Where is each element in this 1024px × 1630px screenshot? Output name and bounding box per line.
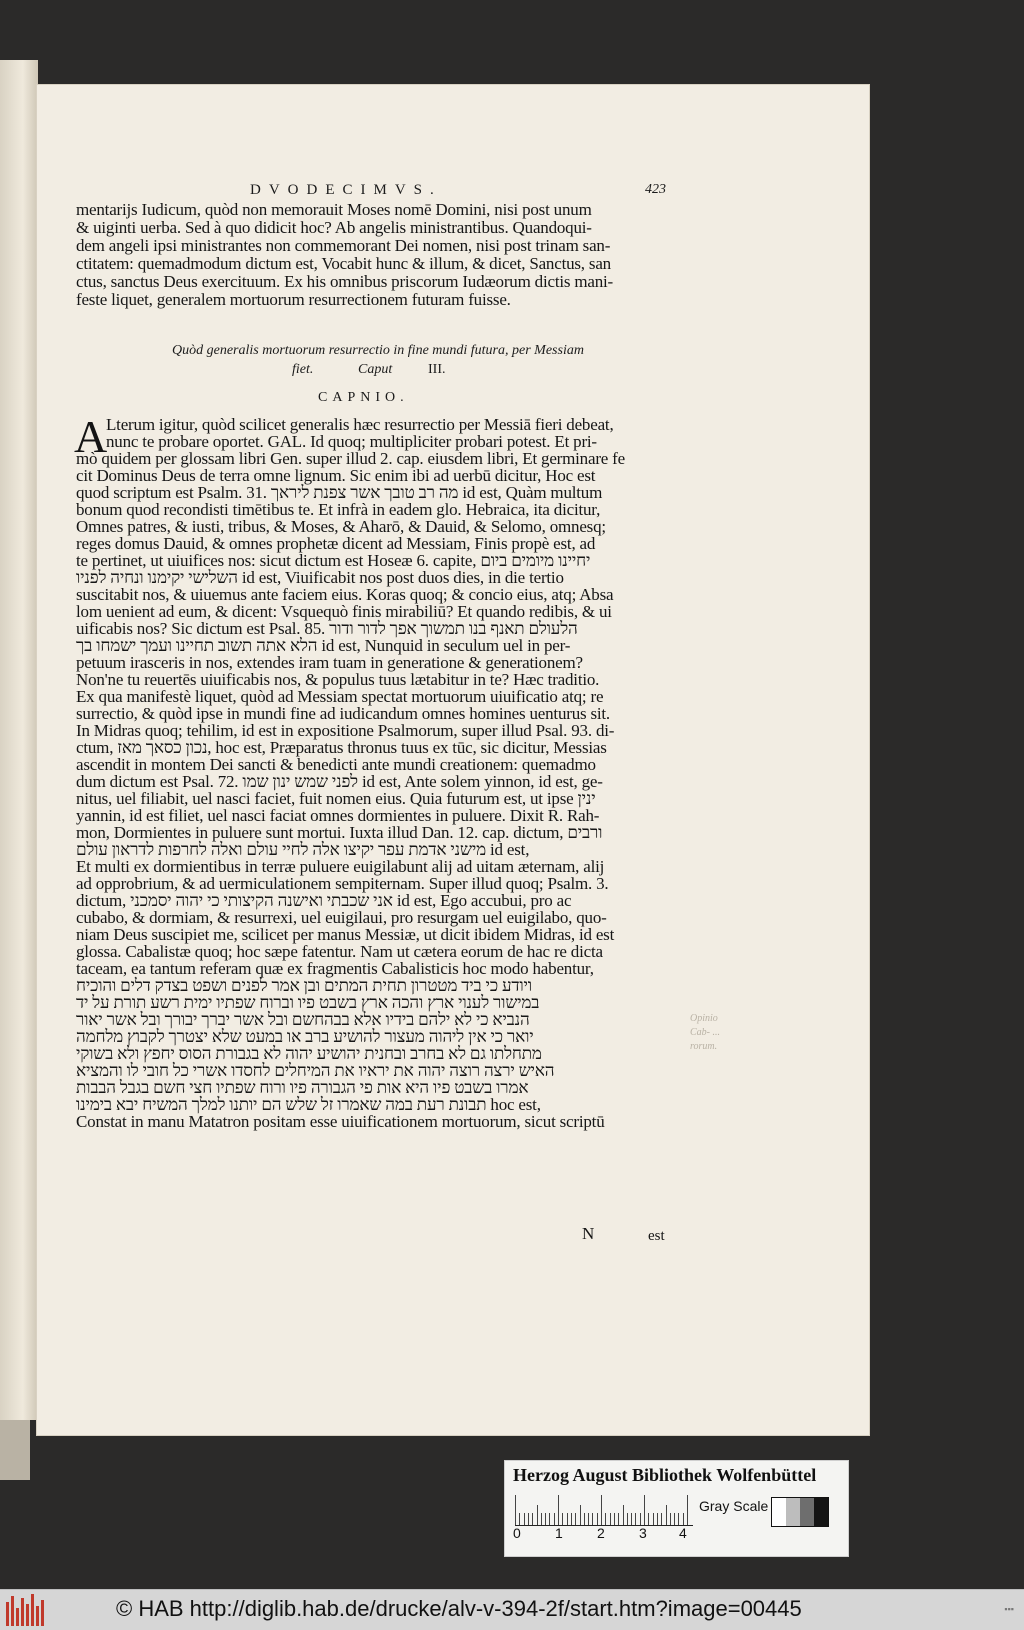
ruler-tick <box>627 1513 628 1525</box>
gray-swatch <box>772 1498 786 1526</box>
body-line: dictum, אני שכבתי ואישנה הקיצותי כי יהוה יסמכני id est, Ego accubui, pro ac <box>76 891 572 910</box>
body-line: petuum irasceris in nos, extendes iram tuam in generatione & generationem? <box>76 653 583 672</box>
margin-note: Opinio Cab- ... rorum. <box>690 1013 720 1052</box>
chapter-caption-fiet: fiet. <box>292 362 314 377</box>
text-line: mentarijs Iudicum, quòd non memorauit Moses nomē Domini, nisi post unum <box>76 200 592 219</box>
body-line: במישור לענוי ארץ והכה ארץ בשבט פיו וברוח שפתיו ימית רשע תורת על יד <box>76 993 540 1012</box>
body-line: ויודע כי ביד מטטרון תחית המתים ובן אמר לפנים ושפט בצדק דלים והוכיח <box>76 976 532 995</box>
body-line: bonum quod recondisti timētibus te. Et infrà in eadem glo. Hebraica, ita dicitur, <box>76 500 601 519</box>
ruler-tick <box>519 1513 520 1525</box>
body-line: יואר כי אין ליהוה מעצור להושיע ברב או במעט שלא יצטרך לקבוץ מלחמה <box>76 1027 534 1046</box>
body-line: quod scriptum est Psalm. 31. מה רב טובך אשר צפנת ליראך id est, Quàm multum <box>76 483 603 502</box>
body-line: uificabis nos? Sic dictum est Psal. 85. הלעולם תאנף בנו תמשוך אפך לדור ודור <box>76 619 578 638</box>
body-line: cubabo, & dormiam, & resurrexi, uel euigilaui, pro resurgam uel euigilabo, quo- <box>76 908 607 927</box>
ruler-tick <box>631 1513 632 1525</box>
logo-bar <box>26 1604 29 1626</box>
ruler-tick <box>515 1495 516 1525</box>
footer-mark-icon: ▪▪▪ <box>1004 1604 1014 1614</box>
ruler-number: 4 <box>679 1525 687 1541</box>
body-line: nitus, uel filiabit, uel nasci faciet, fuit nomen eius. Quia futurum est, ut ipse ינין <box>76 789 596 808</box>
body-line: taceam, ea tantum referam quæ ex fragmentis Cabalisticis hoc modo habentur, <box>76 959 594 978</box>
ruler-tick <box>644 1495 645 1525</box>
ruler-tick <box>657 1513 658 1525</box>
body-line: surrectio, & quòd ipse in mundi fine ad iudicandum omnes homines uenturus sit. <box>76 704 610 723</box>
logo-bar <box>36 1606 39 1626</box>
body-line: ascendit in montem Dei sancti & benedicti ante mundi creationem: quemadmo <box>76 755 596 774</box>
logo-bar <box>31 1594 34 1626</box>
ruler-number: 0 <box>513 1525 521 1541</box>
ruler-tick <box>601 1495 602 1525</box>
ruler-tick <box>610 1513 611 1525</box>
logo-bar <box>16 1608 19 1626</box>
body-line: Lterum igitur, quòd scilicet generalis hæc resurrectio per Messiā fieri debeat, <box>106 415 614 434</box>
body-line: Constat in manu Matatron positam esse uiuificationem mortuorum, sicut scriptū <box>76 1112 605 1131</box>
measurement-ruler <box>515 1495 693 1526</box>
text-line: dem angeli ipsi ministrantes non commemorant Dei nomen, nisi post trinam san- <box>76 236 611 255</box>
text-line: feste liquet, generalem mortuorum resurrectionem futuram fuisse. <box>76 290 511 309</box>
ruler-tick <box>687 1495 688 1525</box>
ruler-tick <box>537 1505 538 1525</box>
body-line: mò quidem per glossam libri Gen. super illud 2. cap. eiusdem libri, Et germinare fe <box>76 449 625 468</box>
ruler-tick <box>541 1513 542 1525</box>
gray-swatch <box>800 1498 814 1526</box>
drop-capital: A <box>74 411 108 462</box>
hab-logo-icon <box>6 1594 46 1626</box>
ruler-tick <box>640 1513 641 1525</box>
footer-bar <box>0 1589 1024 1630</box>
ruler-tick <box>584 1513 585 1525</box>
body-line: האיש ירצה רוצה יהוה את יראיו את המיחלים לחסדו אשרי כל חובי לו והמציא <box>76 1061 555 1080</box>
ruler-tick <box>623 1505 624 1525</box>
gray-scale-label: Gray Scale <box>699 1498 769 1514</box>
text-line: ctitatem: quemadmodum dictum est, Vocabit hunc & illum, & dicet, Sanctus, san <box>76 254 611 273</box>
adjacent-page-edge <box>0 60 38 1420</box>
body-line: Omnes patres, & iusti, tribus, & Moses, & Aharō, & Dauid, & Selomo, omnesq; <box>76 517 606 536</box>
body-line: מתחלתו גם לא בחרב ובחנית יהושיע יהוה לא בגבורת הסוס יחפץ ולא בשוקי <box>76 1044 542 1063</box>
ruler-number: 1 <box>555 1525 563 1541</box>
ruler-tick <box>571 1513 572 1525</box>
ruler-tick <box>661 1513 662 1525</box>
body-line: Et multi ex dormientibus in terræ puluere euigilabunt alij ad uitam æternam, alij <box>76 857 605 876</box>
ruler-number: 3 <box>639 1525 647 1541</box>
ruler-tick <box>614 1513 615 1525</box>
ruler-tick <box>558 1495 559 1525</box>
body-line: ctum, נכון כסאך מאז, hoc est, Præparatus thronus tuus ex tūc, sic dicitur, Messias <box>76 738 607 757</box>
folio-number: 423 <box>645 182 666 197</box>
body-line: te pertinet, ut uiuifices nos: sicut dictum est Hoseæ 6. capite, יחיינו מיומים ביום <box>76 551 591 570</box>
text-line: & uiginti uerba. Sed à quo didicit hoc? Ab angelis ministrantibus. Quandoqui- <box>76 218 592 237</box>
ruler-tick <box>670 1513 671 1525</box>
chapter-caption-caput: Caput <box>358 362 393 377</box>
speaker-heading: CAPNIO. <box>318 390 409 405</box>
body-line: niam Deus suscipiet me, scilicet per manus Messiæ, ut dicit ibidem Midras, id est <box>76 925 615 944</box>
body-line: הלא אתה תשוב תחיינו ועמך ישמחו בך id est, Nunquid in seculum uel in per- <box>76 636 571 655</box>
text-line: ctus, sanctus Deus exercituum. Ex his omnibus priscorum Iudæorum dictis mani- <box>76 272 614 291</box>
ruler-tick <box>588 1513 589 1525</box>
ruler-tick <box>524 1513 525 1525</box>
footer-copyright-url[interactable]: © HAB http://diglib.hab.de/drucke/alv-v-394-2f/start.htm?image=00445 <box>116 1596 802 1621</box>
logo-bar <box>11 1596 14 1626</box>
gray-swatch <box>814 1498 828 1526</box>
ruler-tick <box>666 1505 667 1525</box>
ruler-tick <box>575 1513 576 1525</box>
body-line: glossa. Cabalistæ quoq; hoc sæpe fatentur. Nam ut cætera eorum de hac re dicta <box>76 942 603 961</box>
ruler-tick <box>618 1513 619 1525</box>
ruler-tick <box>683 1513 684 1525</box>
gray-swatch <box>786 1498 800 1526</box>
ruler-tick <box>653 1513 654 1525</box>
body-line: אמרו בשבט פיו היא אות פי הגבורה פיו ורוח שפתיו חצי חשם בגבל הבבות <box>76 1078 529 1097</box>
body-line: nunc te probare oportet. GAL. Id quoq; multipliciter probari potest. Et pri- <box>106 432 597 451</box>
body-line: lom uenient ad eum, & dicent: Vsquequò finis mirabiliū? Et quando redibis, & ui <box>76 602 612 621</box>
ruler-tick <box>580 1505 581 1525</box>
catchword: est <box>648 1228 665 1244</box>
body-line: yannin, id est filiet, uel nasci faciat omnes dormientes in puluere. Dixit R. Rah- <box>76 806 600 825</box>
body-line: ad opprobrium, & ad uermiculationem sempiternam. Super illud quoq; Psalm. 3. <box>76 874 609 893</box>
chapter-caption: Quòd generalis mortuorum resurrectio in fine mundi futura, per Messiam <box>172 343 584 358</box>
logo-bar <box>21 1598 24 1626</box>
ruler-tick <box>648 1513 649 1525</box>
ruler-tick <box>562 1513 563 1525</box>
ruler-tick <box>635 1513 636 1525</box>
body-line: suscitabit nos, & uiuemus ante faciem eius. Koras quoq; & concio eius, atq; Absa <box>76 585 614 604</box>
chapter-caption-number: III. <box>428 362 446 377</box>
ruler-tick <box>532 1513 533 1525</box>
ruler-tick <box>545 1513 546 1525</box>
library-name: Herzog August Bibliothek Wolfenbüttel <box>513 1465 817 1485</box>
ruler-tick <box>528 1513 529 1525</box>
gray-scale-swatches <box>771 1497 829 1527</box>
body-line: reges domus Dauid, & omnes prophetæ dicent ad Messiam, Finis propè est, ad <box>76 534 596 553</box>
logo-bar <box>41 1600 44 1626</box>
ruler-tick <box>549 1513 550 1525</box>
body-line: תבונת רעת במה שאמרו זל שלש הם יותנו למלך המשיח יבא בימינו hoc est, <box>76 1095 541 1114</box>
ruler-tick <box>567 1513 568 1525</box>
ruler-tick <box>678 1513 679 1525</box>
ruler-tick <box>554 1513 555 1525</box>
body-line: השלישי יקימנו ונחיה לפניו id est, Viuificabit nos post duos dies, in die tertio <box>76 568 564 587</box>
ruler-tick <box>674 1513 675 1525</box>
ruler-tick <box>592 1513 593 1525</box>
body-line: cit Dominus Deus de terra omne lignum. Sic enim ibi ad uerbū dicitur, Hoc est <box>76 466 596 485</box>
body-line: dum dictum est Psal. 72. לפני שמש ינון שמו id est, Ante solem yinnon, id est, ge- <box>76 772 603 791</box>
logo-bar <box>6 1602 9 1626</box>
ruler-tick <box>605 1513 606 1525</box>
body-line: הנביא כי לא ילהם בידיו אלא בבהחשם ובל אשר יברך יבורך ובל אשר יאור <box>76 1010 530 1029</box>
body-line: Non'ne tu reuertēs uiuificabis nos, & populus tuus lætabitur in te? Hæc traditio. <box>76 670 600 689</box>
body-line: mon, Dormientes in puluere sunt mortui. Iuxta illud Dan. 12. cap. dictum, ורבים <box>76 823 603 842</box>
ruler-number: 2 <box>597 1525 605 1541</box>
signature-mark: N <box>582 1224 595 1243</box>
ruler-tick <box>597 1513 598 1525</box>
body-line: מישני אדמת עפר יקיצו אלה לחיי עולם ואלה לחרפות לדראון עולם id est, <box>76 840 530 859</box>
color-scale-card <box>504 1460 849 1557</box>
adjacent-page-edge-lower <box>0 1420 30 1480</box>
body-line: In Midras quoq; tehilim, id est in expositione Psalmorum, super illud Psal. 93. di- <box>76 721 615 740</box>
running-head: DVODECIMVS. <box>250 182 442 198</box>
body-line: Ex qua manifestè liquet, quòd ad Messiam spectat mortuorum uiuificatio atq; re <box>76 687 604 706</box>
